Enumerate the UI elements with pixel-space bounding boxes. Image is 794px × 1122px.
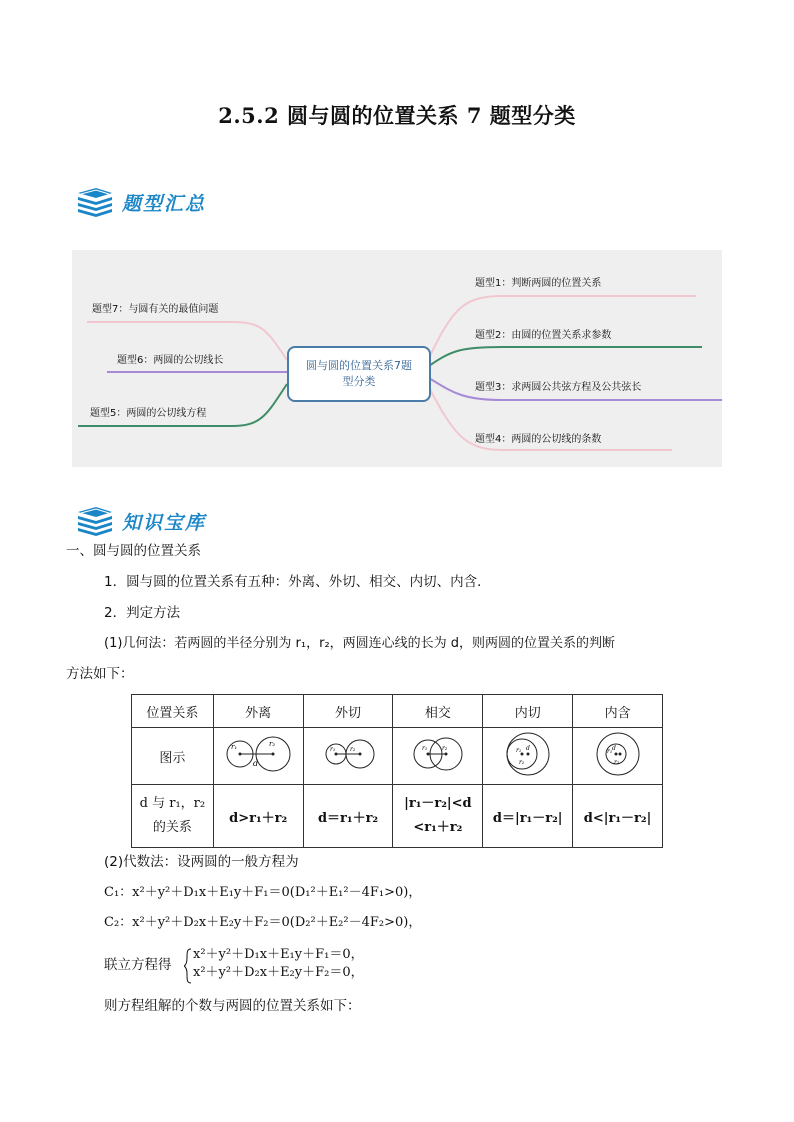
- figure-internal-tangent: [483, 728, 573, 785]
- svg-text:d: d: [611, 745, 616, 752]
- paragraph-five-relations: 1．圆与圆的位置关系有五种：外离、外切、相交、内切、内含．: [104, 574, 491, 590]
- relation-table: [131, 694, 663, 848]
- mind-map-item-7: 题型7：与圆有关的最值问题: [92, 304, 219, 315]
- svg-text:r₂: r₂: [350, 746, 356, 753]
- condition-external-tangent: d＝r₁＋r₂: [303, 785, 393, 848]
- section-label-summary: 题型汇总: [122, 192, 207, 215]
- svg-text:r₁: r₁: [606, 748, 612, 755]
- page-title: 2.5.2 圆与圆的位置关系 7 题型分类: [218, 103, 576, 128]
- section-header-summary: [76, 184, 206, 220]
- table-row: [132, 785, 663, 848]
- svg-text:r₂: r₂: [441, 745, 448, 752]
- system-equation-1: x²＋y²＋D₁x＋E₁y＋F₁＝0，: [193, 947, 364, 962]
- svg-text:r₁: r₁: [515, 747, 521, 754]
- table-cell-figure-label: 图示: [132, 728, 214, 785]
- condition-external: d>r₁＋r₂: [213, 785, 303, 848]
- system-equation-2: x²＋y²＋D₂x＋E₂y＋F₂＝0，: [193, 965, 364, 980]
- mind-map-item-5: 题型5：两圆的公切线方程: [90, 408, 207, 419]
- table-row: [132, 695, 663, 728]
- table-row: [132, 728, 663, 785]
- equation-c2: C₂：x²＋y²＋D₂x＋E₂y＋F₂＝0(D₂²＋E₂²－4F₂>0)，: [104, 915, 422, 930]
- circles-external-diagram: [218, 730, 298, 778]
- left-brace-icon: [184, 948, 192, 984]
- mind-map-item-3: 题型3：求两圆公共弦方程及公共弦长: [475, 382, 642, 393]
- svg-text:r₁: r₁: [421, 745, 428, 752]
- svg-text:d: d: [253, 759, 259, 768]
- table-header-cell: 位置关系: [132, 695, 214, 728]
- table-header-cell: 外离: [213, 695, 303, 728]
- paragraph-algebraic-intro: (2)代数法：设两圆的一般方程为: [104, 854, 299, 870]
- mind-map-item-1: 题型1：判断两圆的位置关系: [475, 278, 602, 289]
- svg-text:r₂: r₂: [518, 759, 524, 766]
- books-icon: [76, 187, 114, 217]
- table-header-cell: 内含: [573, 695, 663, 728]
- section-label-knowledge: 知识宝库: [122, 511, 207, 534]
- svg-text:r₁: r₁: [231, 743, 238, 751]
- circles-internal-tangent-diagram: [488, 730, 568, 778]
- svg-text:r₂: r₂: [613, 759, 619, 766]
- condition-intersecting-line1: |r₁－r₂|<d: [404, 796, 472, 811]
- condition-contained: d<|r₁－r₂|: [573, 785, 663, 848]
- circles-external-tangent-diagram: [308, 730, 388, 778]
- heading-circle-relations: 一、圆与圆的位置关系: [66, 543, 201, 559]
- mind-map-item-2: 题型2：由圆的位置关系求参数: [475, 330, 612, 341]
- condition-label-line1: d 与 r₁，r₂: [139, 796, 206, 811]
- figure-contained: [573, 728, 663, 785]
- circles-intersecting-diagram: [398, 730, 478, 778]
- paragraph-conclusion: 则方程组解的个数与两圆的位置关系如下：: [104, 998, 361, 1014]
- figure-external-tangent: [303, 728, 393, 785]
- system-label: 联立方程得: [104, 957, 172, 973]
- mind-map-center-label: 圆与圆的位置关系7题型分类: [306, 359, 412, 388]
- section-header-knowledge: [76, 503, 206, 539]
- condition-label-line2: 的关系: [152, 820, 192, 835]
- circles-contained-diagram: [578, 730, 658, 778]
- equation-c1: C₁：x²＋y²＋D₁x＋E₁y＋F₁＝0(D₁²＋E₁²－4F₁>0)，: [104, 885, 422, 900]
- paragraph-geometric-2: 方法如下：: [66, 666, 134, 682]
- figure-intersecting: [393, 728, 483, 785]
- mind-map-item-6: 题型6：两圆的公切线长: [117, 355, 224, 366]
- svg-text:r₁: r₁: [330, 746, 336, 753]
- table-header-cell: 内切: [483, 695, 573, 728]
- table-header-cell: 外切: [303, 695, 393, 728]
- condition-intersecting: [393, 785, 483, 848]
- condition-intersecting-line2: <r₁＋r₂: [413, 820, 463, 835]
- svg-text:r₂: r₂: [269, 740, 276, 748]
- svg-text:d: d: [525, 745, 530, 752]
- books-icon: [76, 506, 114, 536]
- paragraph-geometric-1: (1)几何法：若两圆的半径分别为 r₁，r₂，两圆连心线的长为 d，则两圆的位置关系的判断: [104, 636, 616, 651]
- table-cell-condition-label: [132, 785, 214, 848]
- figure-external: [213, 728, 303, 785]
- condition-internal-tangent: d＝|r₁－r₂|: [483, 785, 573, 848]
- mind-map: [72, 250, 722, 467]
- mind-map-center: [287, 346, 431, 402]
- paragraph-methods: 2．判定方法: [104, 605, 181, 621]
- mind-map-item-4: 题型4：两圆的公切线的条数: [475, 434, 602, 445]
- table-header-cell: 相交: [393, 695, 483, 728]
